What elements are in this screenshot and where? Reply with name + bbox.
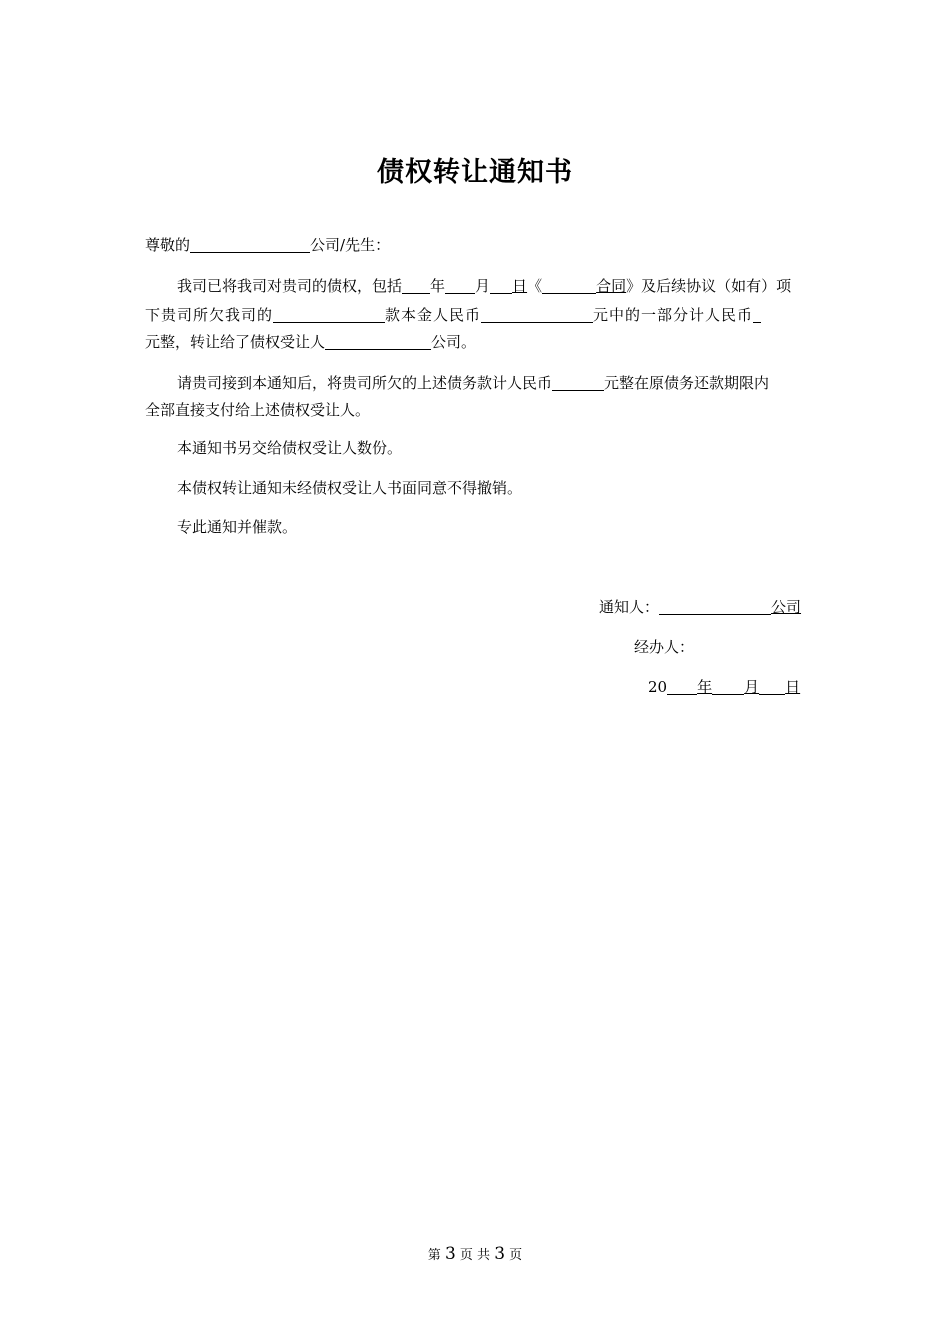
handler-line — [634, 636, 694, 657]
blank-year — [402, 277, 430, 294]
blank-recipient — [190, 236, 310, 253]
blank-date-month — [712, 678, 744, 695]
para1-line2 — [145, 304, 810, 325]
page-footer — [0, 1244, 950, 1264]
para1-line3 — [145, 331, 810, 352]
blank-notifier — [659, 598, 771, 615]
handler-label: 经办人： — [634, 638, 695, 656]
para2-line1 — [145, 372, 842, 393]
page-number: 3 — [444, 1244, 456, 1264]
blank-debt-amount — [552, 374, 604, 391]
para1-text: 元整，转让给了债权受让人 — [145, 333, 326, 351]
footer-text: 第 — [427, 1248, 441, 1263]
para5: 专此通知并催款。 — [177, 518, 298, 536]
para3: 本通知书另交给债权受让人数份。 — [177, 439, 403, 457]
blank-date-day — [759, 678, 785, 695]
date-prefix: 20 — [648, 678, 668, 696]
date-line — [648, 676, 800, 697]
para1-line1 — [145, 275, 842, 296]
blank-assignee — [325, 333, 431, 350]
para1-text: 下贵司所欠我司的 — [145, 306, 274, 324]
blank-month — [445, 277, 475, 294]
para1-text: 款本金人民币 — [385, 306, 482, 324]
notifier-label: 通知人： — [599, 598, 660, 616]
para2-line2: 全部直接支付给上述债权受让人。 — [145, 401, 371, 419]
salutation-prefix: 尊敬的 — [145, 236, 191, 254]
blank-principal — [481, 306, 593, 323]
date-day-label: 日 — [785, 678, 801, 696]
blank-loan-type — [273, 306, 385, 323]
para2-text: 元整在原债务还款期限内 — [604, 374, 770, 392]
contract-label: 合同 — [596, 277, 627, 295]
blank-contract — [542, 277, 596, 294]
para1-text: 公司。 — [431, 333, 477, 351]
year-label: 年 — [430, 277, 446, 295]
blank-day — [490, 277, 512, 294]
para1-text: 元中的一部分计人民币 — [593, 306, 754, 324]
footer-text: 页 — [509, 1248, 523, 1263]
book-bracket: 《 — [527, 277, 543, 295]
para1-text: 我司已将我司对贵司的债权，包括 — [177, 277, 403, 295]
notifier-company: 公司 — [771, 598, 802, 616]
footer-text: 页 共 — [459, 1248, 491, 1263]
blank-partial-amount — [753, 306, 761, 323]
para4: 本债权转让通知未经债权受让人书面同意不得撤销。 — [177, 479, 523, 497]
notifier-line — [599, 596, 801, 617]
para1-text: 》及后续协议（如有）项 — [626, 277, 792, 295]
salutation — [145, 234, 810, 255]
salutation-suffix: 公司/先生： — [310, 236, 391, 254]
month-label: 月 — [475, 277, 491, 295]
date-month-label: 月 — [744, 678, 760, 696]
blank-date-year — [667, 678, 697, 695]
page-total: 3 — [494, 1244, 506, 1264]
date-year-label: 年 — [697, 678, 713, 696]
day-label: 日 — [512, 277, 528, 295]
para2-text: 请贵司接到本通知后，将贵司所欠的上述债务款计人民币 — [177, 374, 553, 392]
document-title: 债权转让通知书 — [377, 157, 573, 188]
